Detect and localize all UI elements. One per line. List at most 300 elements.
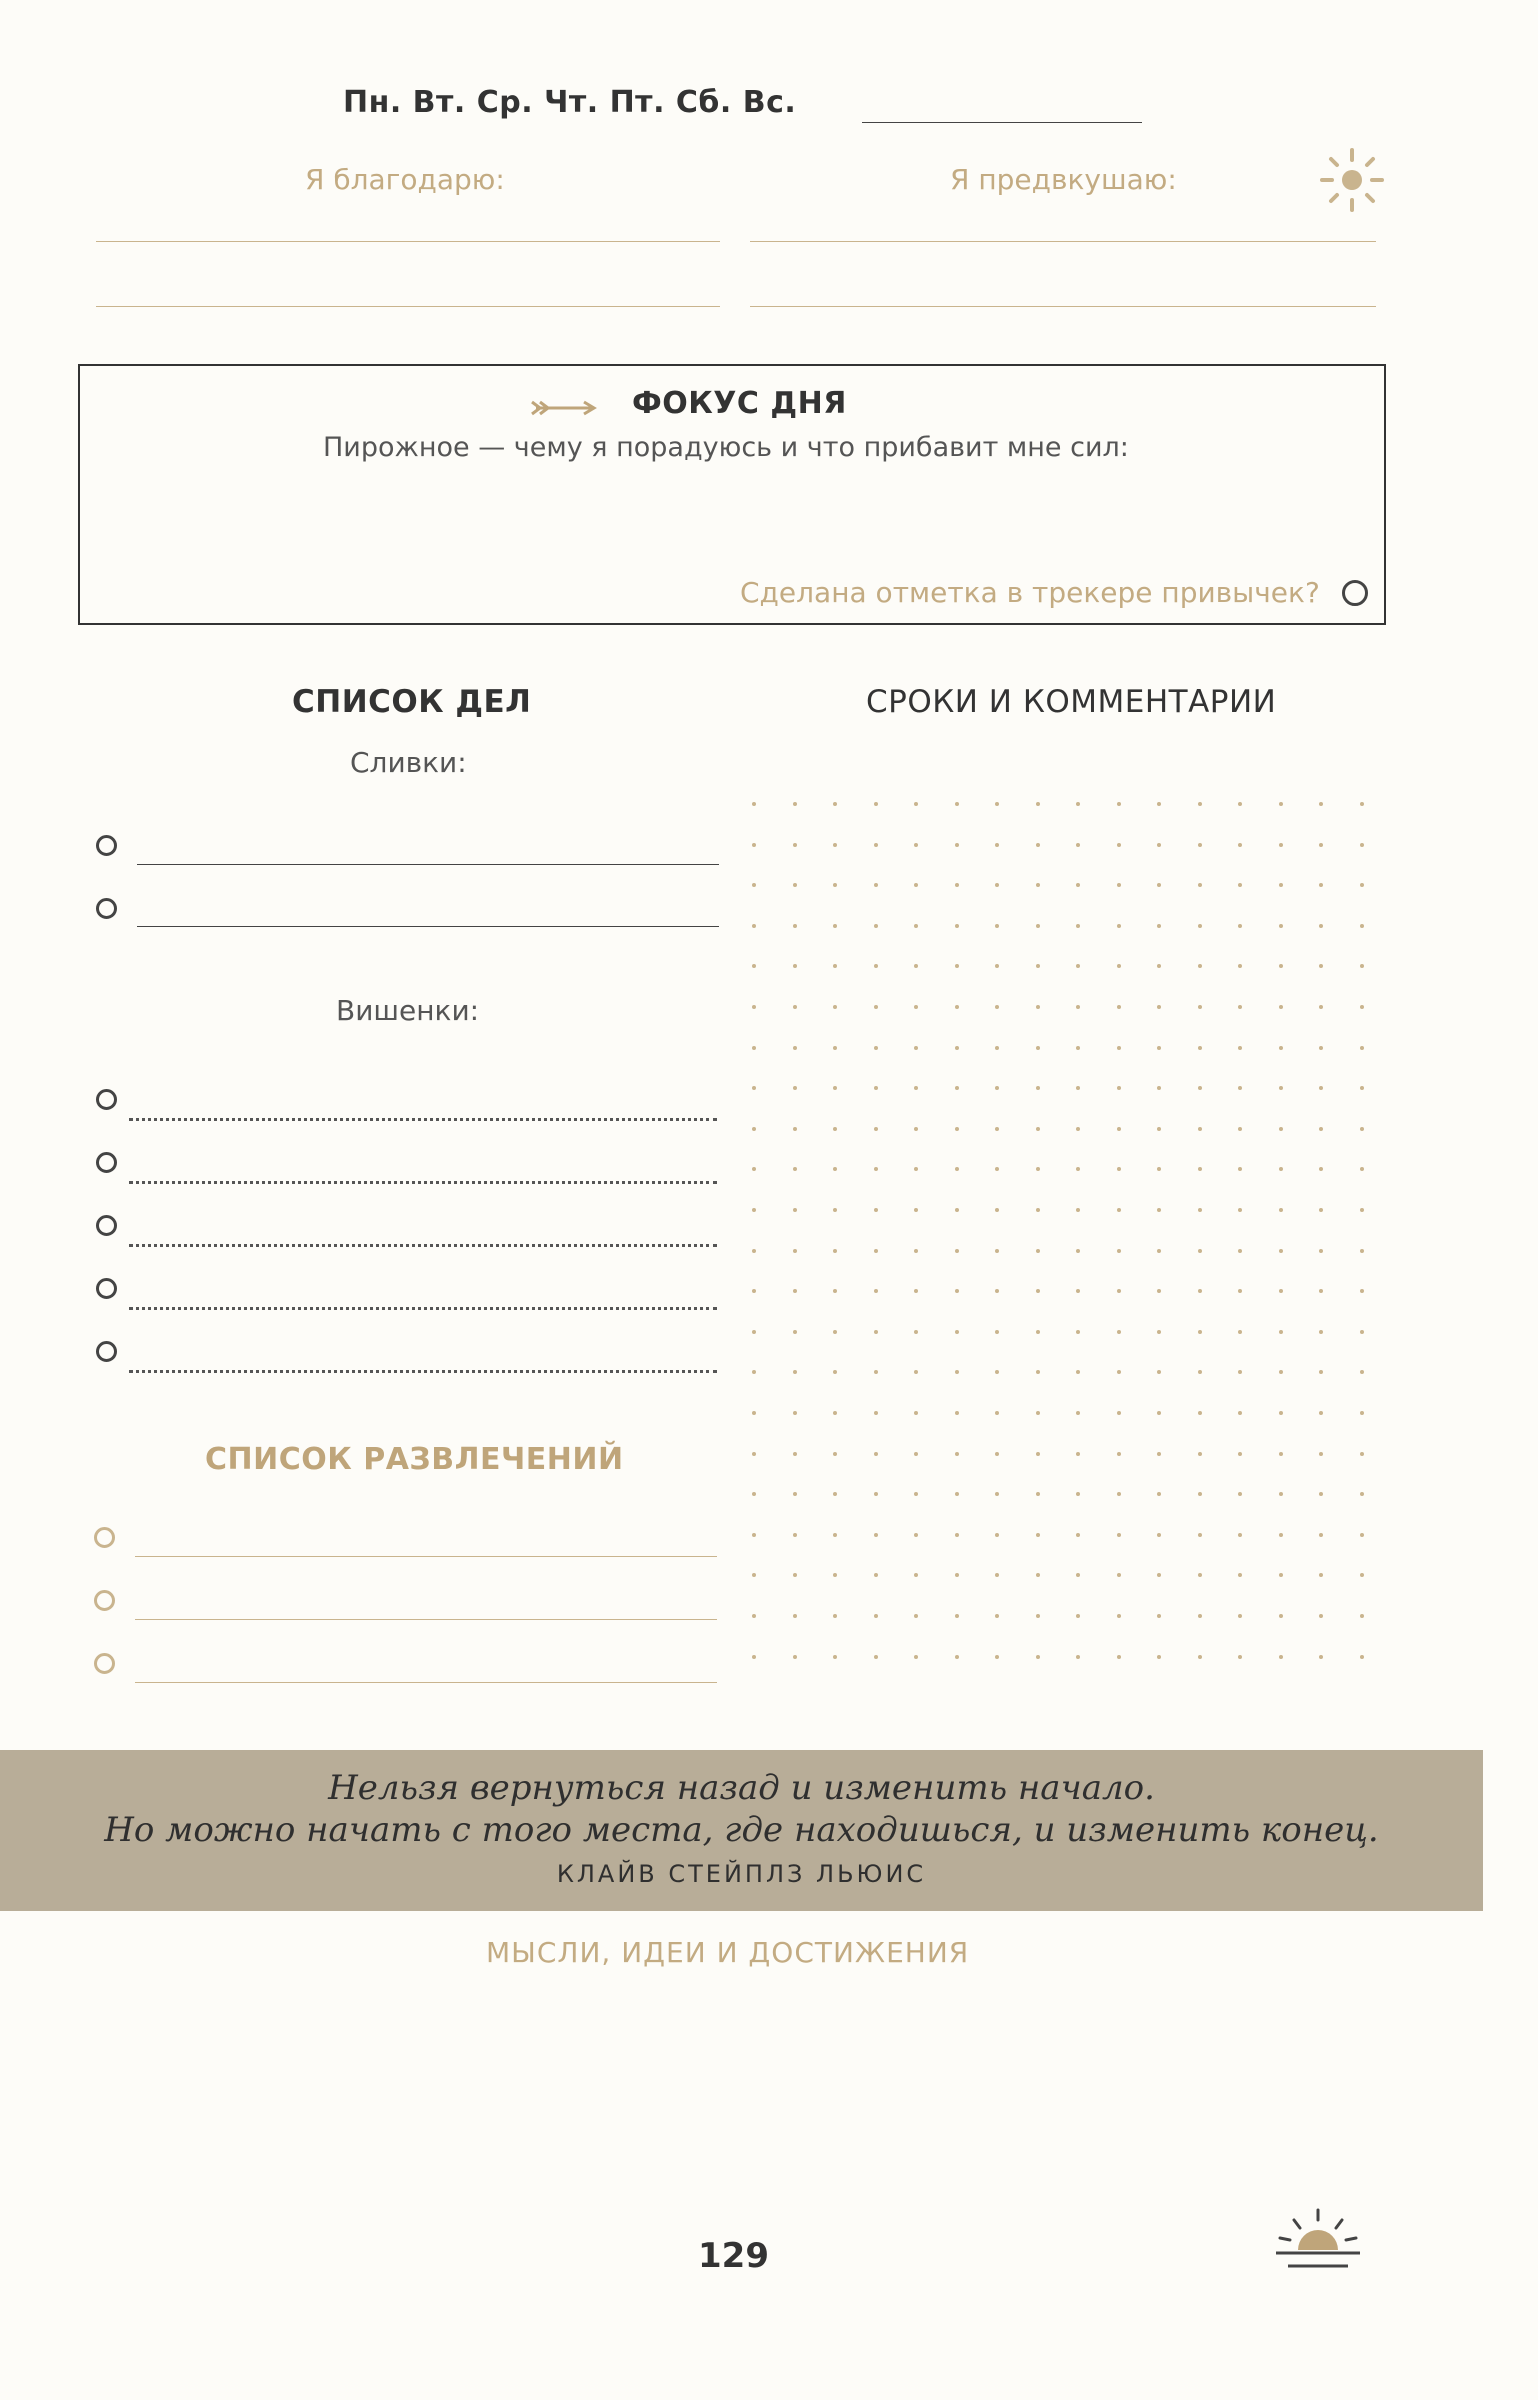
grid-dot [1076,1127,1080,1131]
cherry-line-4[interactable] [129,1307,717,1310]
grid-dot [874,1573,878,1577]
grid-dot [1036,802,1040,806]
grid-dot [1157,1573,1161,1577]
grid-dot [1076,1330,1080,1334]
quote-line-1: Нельзя вернуться назад и изменить начало. [328,1768,1155,1808]
grid-dot [914,802,918,806]
grid-dot [1319,1208,1323,1212]
grid-dot [1157,802,1161,806]
grid-dot [1360,802,1364,806]
grid-dot [752,1492,756,1496]
grid-dot [1360,924,1364,928]
grid-dot [874,924,878,928]
grid-dot [793,1330,797,1334]
cream-checkbox-1[interactable] [96,835,117,856]
grid-dot [1036,1411,1040,1415]
grid-dot [1238,1655,1242,1659]
grid-dot [833,1127,837,1131]
grid-dot [995,802,999,806]
grid-dot [914,1411,918,1415]
grid-dot [955,1533,959,1537]
grid-dot [1117,1046,1121,1050]
grid-dot [833,1573,837,1577]
grid-dot [1157,1289,1161,1293]
grid-dot [955,802,959,806]
grid-dot [1319,1005,1323,1009]
grid-dot [1076,883,1080,887]
grid-dot [1117,1249,1121,1253]
grid-dot [914,924,918,928]
grid-dot [1279,1005,1283,1009]
grid-dot [1360,1086,1364,1090]
grid-dot [1157,1249,1161,1253]
grid-dot [1319,1614,1323,1618]
notes-dot-grid[interactable] [752,802,1372,1672]
grid-dot [874,883,878,887]
grid-dot [1117,1411,1121,1415]
grid-dot [793,1452,797,1456]
cherry-line-2[interactable] [129,1181,717,1184]
grid-dot [995,1330,999,1334]
grid-dot [1360,1573,1364,1577]
grid-dot [1279,1127,1283,1131]
grid-dot [874,843,878,847]
grid-dot [995,1249,999,1253]
grid-dot [752,1330,756,1334]
grid-dot [914,1086,918,1090]
grid-dot [793,1208,797,1212]
grid-dot [914,1127,918,1131]
grid-dot [955,1208,959,1212]
grid-dot [793,1289,797,1293]
grateful-line-2[interactable] [96,306,720,307]
grid-dot [833,1249,837,1253]
grid-dot [1360,1167,1364,1171]
grid-dot [1238,883,1242,887]
grid-dot [1360,843,1364,847]
grid-dot [1279,1208,1283,1212]
grid-dot [793,1249,797,1253]
grid-dot [1319,1370,1323,1374]
grid-dot [1238,1370,1242,1374]
cherry-line-5[interactable] [129,1370,717,1373]
grid-dot [914,1614,918,1618]
grid-dot [874,1005,878,1009]
grid-dot [833,1492,837,1496]
grid-dot [955,1614,959,1618]
grid-dot [874,1492,878,1496]
grid-dot [1319,802,1323,806]
grid-dot [1117,1127,1121,1131]
grid-dot [793,802,797,806]
cream-line-2[interactable] [137,926,719,927]
grid-dot [833,1046,837,1050]
grid-dot [1157,883,1161,887]
grid-dot [1198,1452,1202,1456]
grid-dot [874,1167,878,1171]
grid-dot [914,1249,918,1253]
grid-dot [914,1046,918,1050]
fun-title: СПИСОК РАЗВЛЕЧЕНИЙ [205,1442,624,1477]
grid-dot [1238,1452,1242,1456]
grid-dot [793,1370,797,1374]
fun-checkbox-2[interactable] [94,1590,115,1611]
grid-dot [995,843,999,847]
fun-line-1[interactable] [135,1556,717,1557]
grid-dot [1319,1411,1323,1415]
grid-dot [1238,1046,1242,1050]
grid-dot [914,964,918,968]
grid-dot [793,964,797,968]
grid-dot [833,1655,837,1659]
grid-dot [752,1289,756,1293]
grid-dot [1036,1005,1040,1009]
grid-dot [995,1046,999,1050]
grid-dot [914,1208,918,1212]
grid-dot [1198,1533,1202,1537]
grid-dot [1238,1086,1242,1090]
grid-dot [874,1452,878,1456]
grid-dot [1076,802,1080,806]
grid-dot [995,1533,999,1537]
grid-dot [1360,1492,1364,1496]
grid-dot [1198,924,1202,928]
grid-dot [1279,1370,1283,1374]
grid-dot [1360,1655,1364,1659]
arrow-icon [530,398,600,418]
grid-dot [1319,1046,1323,1050]
tracker-question: Сделана отметка в трекере привычек? [740,576,1320,609]
grid-dot [1117,1167,1121,1171]
grid-dot [1076,1249,1080,1253]
grid-dot [955,1086,959,1090]
grid-dot [1360,1127,1364,1131]
grid-dot [1036,1249,1040,1253]
grid-dot [793,1573,797,1577]
grid-dot [1198,1289,1202,1293]
grid-dot [1076,1492,1080,1496]
grid-dot [955,1046,959,1050]
grid-dot [1157,1533,1161,1537]
grid-dot [1279,883,1283,887]
grid-dot [874,1330,878,1334]
grid-dot [1198,1411,1202,1415]
grid-dot [914,1573,918,1577]
grid-dot [752,1411,756,1415]
fun-line-2[interactable] [135,1619,717,1620]
grid-dot [1319,1167,1323,1171]
grid-dot [833,964,837,968]
date-line[interactable] [862,122,1142,123]
quote-line-2: Но можно начать с того места, где находишься, и изменить конец. [104,1810,1379,1850]
grid-dot [1076,1655,1080,1659]
cherry-checkbox-1[interactable] [96,1089,117,1110]
cherry-line-1[interactable] [129,1118,717,1121]
grid-dot [874,1208,878,1212]
grid-dot [1198,1005,1202,1009]
grid-dot [793,1614,797,1618]
grid-dot [1360,1370,1364,1374]
grid-dot [752,1086,756,1090]
grid-dot [874,1086,878,1090]
grid-dot [1279,1289,1283,1293]
grid-dot [833,1330,837,1334]
grateful-label: Я благодарю: [305,163,505,196]
grid-dot [914,1370,918,1374]
grid-dot [1279,1533,1283,1537]
grid-dot [1238,1411,1242,1415]
grid-dot [1198,1249,1202,1253]
grid-dot [1157,964,1161,968]
grid-dot [1360,883,1364,887]
grid-dot [1036,1614,1040,1618]
grid-dot [995,1614,999,1618]
grid-dot [955,843,959,847]
grid-dot [1036,1086,1040,1090]
grid-dot [1279,924,1283,928]
grid-dot [752,1167,756,1171]
grid-dot [1117,1614,1121,1618]
grid-dot [1117,1452,1121,1456]
grid-dot [1198,1573,1202,1577]
grid-dot [1279,1452,1283,1456]
grid-dot [752,1452,756,1456]
grid-dot [752,1249,756,1253]
grid-dot [1279,1655,1283,1659]
grid-dot [995,1370,999,1374]
grid-dot [1036,964,1040,968]
grid-dot [1157,1005,1161,1009]
grid-dot [1036,1289,1040,1293]
grid-dot [914,1452,918,1456]
grid-dot [1360,1046,1364,1050]
grid-dot [752,1614,756,1618]
grid-dot [1319,1492,1323,1496]
grid-dot [1319,1452,1323,1456]
thoughts-title: МЫСЛИ, ИДЕИ И ДОСТИЖЕНИЯ [486,1936,970,1969]
grid-dot [955,1655,959,1659]
grid-dot [1036,924,1040,928]
grid-dot [1360,1452,1364,1456]
grid-dot [1198,1655,1202,1659]
grid-dot [1319,964,1323,968]
grid-dot [1036,1046,1040,1050]
grid-dot [1279,1492,1283,1496]
grid-dot [1157,1330,1161,1334]
grid-dot [1036,1573,1040,1577]
grid-dot [1198,1370,1202,1374]
grid-dot [752,964,756,968]
grid-dot [833,883,837,887]
grateful-line-1[interactable] [96,241,720,242]
grid-dot [1279,1411,1283,1415]
grid-dot [1076,1411,1080,1415]
grid-dot [995,883,999,887]
cherry-checkbox-3[interactable] [96,1215,117,1236]
grid-dot [914,1005,918,1009]
grid-dot [1238,1127,1242,1131]
grid-dot [1036,1330,1040,1334]
grid-dot [1198,1127,1202,1131]
grid-dot [1157,1370,1161,1374]
sunrise-icon [1272,2206,1364,2276]
cherry-line-3[interactable] [129,1244,717,1247]
page-number: 129 [698,2236,769,2276]
grid-dot [1279,1046,1283,1050]
grid-dot [1198,843,1202,847]
grid-dot [752,802,756,806]
grid-dot [995,924,999,928]
grid-dot [1117,1655,1121,1659]
grid-dot [1076,1370,1080,1374]
grid-dot [874,802,878,806]
grid-dot [1157,1614,1161,1618]
grid-dot [995,1167,999,1171]
grid-dot [1157,924,1161,928]
grid-dot [1157,1127,1161,1131]
grid-dot [1076,1208,1080,1212]
looking-forward-label: Я предвкушаю: [950,163,1177,196]
grid-dot [1117,843,1121,847]
grid-dot [1238,1289,1242,1293]
grid-dot [874,1370,878,1374]
grid-dot [1319,1127,1323,1131]
grid-dot [1117,1208,1121,1212]
grid-dot [1036,1127,1040,1131]
fun-checkbox-3[interactable] [94,1653,115,1674]
grid-dot [1076,1167,1080,1171]
grid-dot [1076,1614,1080,1618]
forward-line-2[interactable] [750,306,1376,307]
forward-line-1[interactable] [750,241,1376,242]
focus-title: ФОКУС ДНЯ [632,386,847,421]
grid-dot [752,883,756,887]
tracker-checkbox[interactable] [1342,580,1368,606]
grid-dot [995,1452,999,1456]
cherry-checkbox-4[interactable] [96,1278,117,1299]
grid-dot [874,1289,878,1293]
grid-dot [995,1655,999,1659]
grid-dot [1157,1046,1161,1050]
grid-dot [793,924,797,928]
grid-dot [1279,964,1283,968]
grid-dot [1360,1208,1364,1212]
grid-dot [1238,1330,1242,1334]
grid-dot [793,1492,797,1496]
quote-band [0,1750,1483,1911]
grid-dot [793,1005,797,1009]
grid-dot [1238,1208,1242,1212]
grid-dot [874,1046,878,1050]
grid-dot [1036,1533,1040,1537]
grid-dot [1238,964,1242,968]
grid-dot [1319,924,1323,928]
grid-dot [1238,1167,1242,1171]
grid-dot [955,964,959,968]
grid-dot [1036,1655,1040,1659]
grid-dot [833,1411,837,1415]
grid-dot [1238,1614,1242,1618]
grid-dot [1279,1573,1283,1577]
fun-checkbox-1[interactable] [94,1527,115,1548]
grid-dot [1117,1370,1121,1374]
grid-dot [793,1127,797,1131]
grid-dot [1319,1249,1323,1253]
cherry-checkbox-5[interactable] [96,1341,117,1362]
grid-dot [874,1614,878,1618]
grid-dot [793,843,797,847]
cherry-checkbox-2[interactable] [96,1152,117,1173]
grid-dot [752,924,756,928]
grid-dot [1036,1208,1040,1212]
grid-dot [995,1492,999,1496]
grid-dot [1076,1086,1080,1090]
grid-dot [955,1005,959,1009]
grid-dot [1076,964,1080,968]
grid-dot [1036,1167,1040,1171]
grid-dot [833,1614,837,1618]
grid-dot [1076,1289,1080,1293]
grid-dot [752,843,756,847]
grid-dot [1117,1330,1121,1334]
grid-dot [874,1411,878,1415]
deadlines-title: СРОКИ И КОММЕНТАРИИ [866,684,1277,720]
grid-dot [1319,1086,1323,1090]
grid-dot [914,1289,918,1293]
grid-dot [1319,1330,1323,1334]
grid-dot [1360,1614,1364,1618]
weekday-selector[interactable]: Пн. Вт. Ср. Чт. Пт. Сб. Вс. [343,85,797,120]
grid-dot [1319,1533,1323,1537]
grid-dot [833,1289,837,1293]
grid-dot [995,1289,999,1293]
grid-dot [914,843,918,847]
grid-dot [1157,1086,1161,1090]
grid-dot [955,883,959,887]
grid-dot [1117,924,1121,928]
grid-dot [1036,1492,1040,1496]
grid-dot [995,1208,999,1212]
grid-dot [793,1046,797,1050]
grid-dot [995,1005,999,1009]
grid-dot [1157,1411,1161,1415]
grid-dot [1076,924,1080,928]
grid-dot [1279,1614,1283,1618]
grid-dot [1076,1573,1080,1577]
cream-checkbox-2[interactable] [96,898,117,919]
grid-dot [1279,1330,1283,1334]
grid-dot [1360,1330,1364,1334]
grid-dot [1157,1208,1161,1212]
grid-dot [1238,924,1242,928]
grid-dot [955,924,959,928]
grid-dot [1360,1249,1364,1253]
grid-dot [995,964,999,968]
grid-dot [752,1005,756,1009]
grid-dot [1036,1452,1040,1456]
grid-dot [955,1330,959,1334]
fun-line-3[interactable] [135,1682,717,1683]
grid-dot [955,1370,959,1374]
grid-dot [955,1452,959,1456]
grid-dot [1036,1370,1040,1374]
grid-dot [995,1573,999,1577]
cream-line-1[interactable] [137,864,719,865]
grid-dot [1198,802,1202,806]
grid-dot [752,1655,756,1659]
cream-label: Сливки: [350,746,467,779]
grid-dot [1198,1167,1202,1171]
